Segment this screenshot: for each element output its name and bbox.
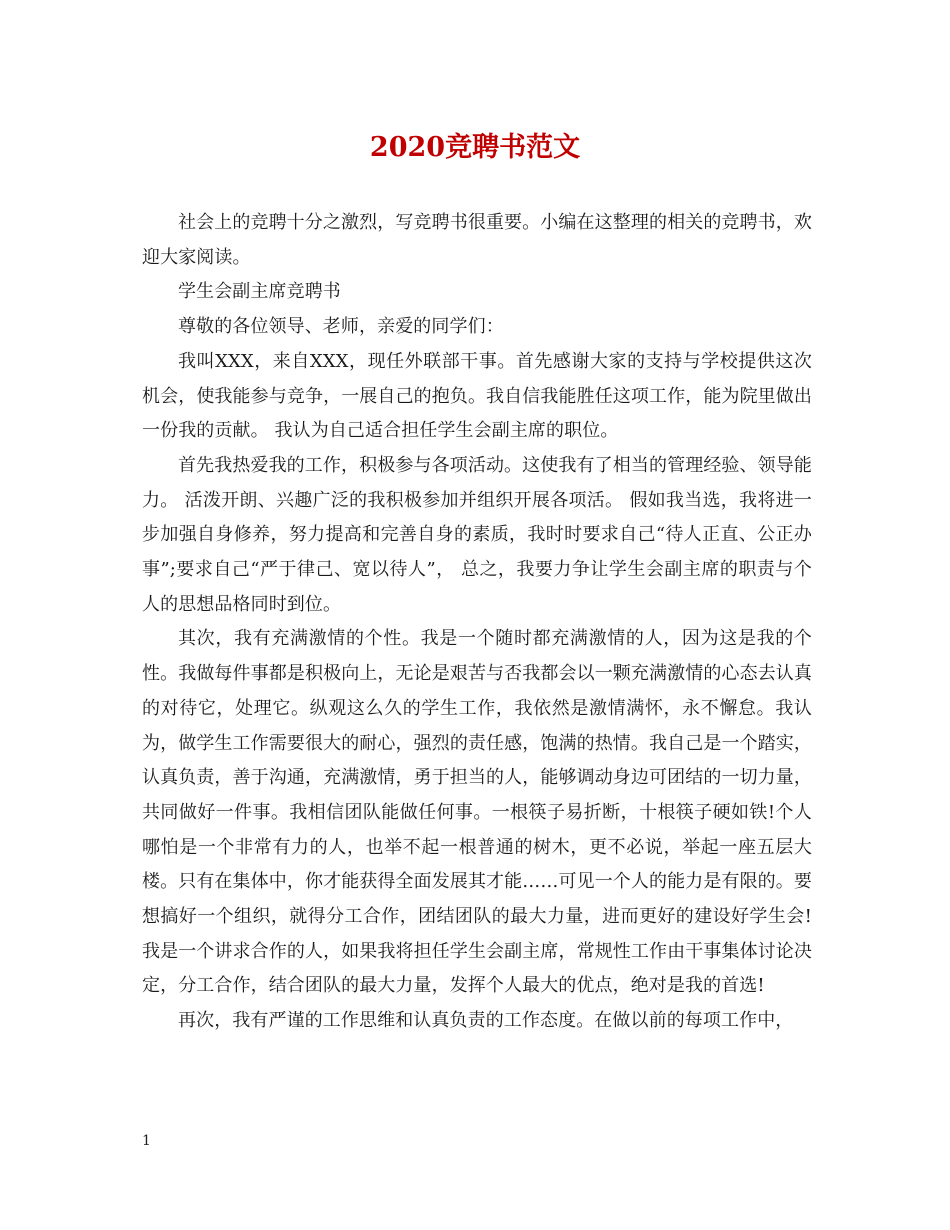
- paragraph-self-intro: 我叫XXX，来自XXX，现任外联部干事。首先感谢大家的支持与学校提供这次机会，使我能参与竞争，一展自己的抱负。我自信我能胜任这项工作，能为院里做出一份我的贡献。 我认为自己适合担任学生会副主席的职位。: [142, 350, 812, 442]
- document-title: 2020竞聘书范文: [369, 132, 581, 163]
- document-body: [142, 206, 812, 1039]
- paragraph-first-point: 首先我热爱我的工作，积极参与各项活动。这使我有了相当的管理经验、领导能力。 活泼开朗、兴趣广泛的我积极参加并组织开展各项活。 假如我当选，我将进一步加强自身修养，努力提高和完善自身的素质，我时时要求自己“待人正直、公正办事”;要求自己“严于律己、宽以待人”， 总之，我要力争让学生会副主席的职责与个人的思想品格同时到位。: [142, 454, 812, 615]
- paragraph-third-point: 再次，我有严谨的工作思维和认真负责的工作态度。在做以前的每项工作中，: [178, 1010, 794, 1032]
- paragraph-heading: 学生会副主席竞聘书: [178, 281, 341, 303]
- page-number: 1: [142, 1133, 151, 1149]
- paragraph-intro: 社会上的竞聘十分之激烈，写竞聘书很重要。小编在这整理的相关的竞聘书，欢迎大家阅读。: [142, 212, 812, 268]
- paragraph-salutation: 尊敬的各位领导、老师，亲爱的同学们：: [178, 316, 504, 338]
- paragraph-second-point: 其次，我有充满激情的个性。我是一个随时都充满激情的人，因为这是我的个性。我做每件事都是积极向上，无论是艰苦与否我都会以一颗充满激情的心态去认真的对待它，处理它。纵观这么久的学生工作，我依然是激情满怀，永不懈怠。我认为，做学生工作需要很大的耐心，强烈的责任感，饱满的热情。我自己是一个踏实，认真负责，善于沟通，充满激情，勇于担当的人，能够调动身边可团结的一切力量，共同做好一件事。我相信团队能做任何事。一根筷子易折断，十根筷子硬如铁!个人哪怕是一个非常有力的人，也举不起一根普通的树木，更不必说，举起一座五层大楼。只有在集体中，你才能获得全面发展其才能……可见一个人的能力是有限的。要想搞好一个组织，就得分工合作，团结团队的最大力量，进而更好的建设好学生会!我是一个讲求合作的人，如果我将担任学生会副主席，常规性工作由干事集体讨论决定，分工合作，结合团队的最大力量，发挥个人最大的优点，绝对是我的首选!: [142, 628, 812, 997]
